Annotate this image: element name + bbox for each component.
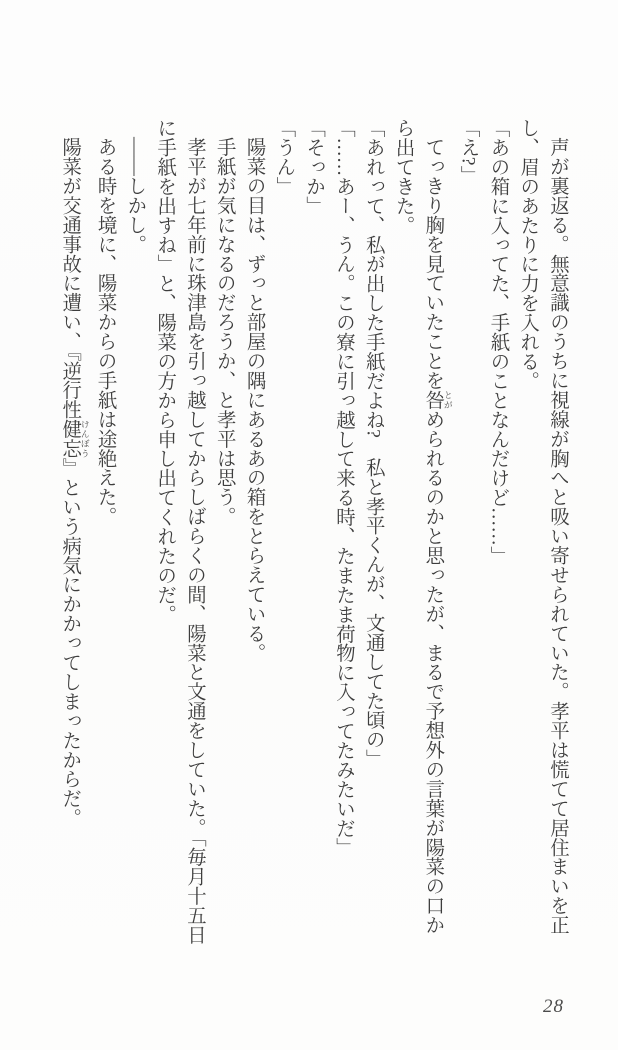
text-line-7: 「……あー、うん。この寮に引っ越して来る時、たまたま荷物に入ってたみたいだ」 [332, 118, 354, 858]
text-line-16: 陽菜が交通事故に遭い、『逆行性健忘 けんぼう』という病気にかかってしまったからだ。 [59, 137, 90, 828]
ruby-annotation: 健忘 けんぼう [59, 419, 90, 459]
text-line-3: 「え?」 [457, 118, 479, 186]
text-line-1: し、眉のあたりに力を入れる。 [517, 118, 539, 391]
page-number: 28 [543, 996, 564, 1017]
text-line-11: 手紙が気になるのだろうか、と孝平は思う。 [213, 137, 235, 527]
text-line-14: ――しかし。 [124, 137, 146, 255]
text-line-13: に手紙を出すね」と、陽菜の方から申し出てくれたのだ。 [154, 118, 176, 624]
text-line-8: 「そっか」 [303, 118, 325, 216]
text-line-2: 「あの箱に入ってた、手紙のことなんだけど……」 [487, 118, 509, 566]
text-line-5: ら出てきた。 [392, 118, 414, 235]
text-block [54, 118, 572, 945]
text-line-15: ある時を境に、陽菜からの手紙は途絶えた。 [94, 137, 116, 527]
text-line-12: 孝平が七年前に珠津島を引っ越してからしばらくの間、陽菜と文通をしていた。「毎月十五日 [183, 137, 205, 945]
ruby-annotation: 咎 とが [422, 390, 453, 410]
text-line-0: 声が裏返る。無意識のうちに視線が胸へと吸い寄せられていた。孝平は慌てて居住まいを正 [547, 137, 568, 935]
text-line-6: 「あれって、私が出した手紙だよね? 私と孝平くんが、文通してた頃の」 [362, 118, 384, 769]
text-line-9: 「うん」 [273, 118, 295, 196]
text-line-10: 陽菜の目は、ずっと部屋の隅にあるあの箱をとらえている。 [243, 137, 265, 663]
text-line-4: てっきり胸を見ていたことを咎 とがめられるのかと思ったが、まるで予想外の言葉が陽菜の口か [422, 137, 453, 935]
